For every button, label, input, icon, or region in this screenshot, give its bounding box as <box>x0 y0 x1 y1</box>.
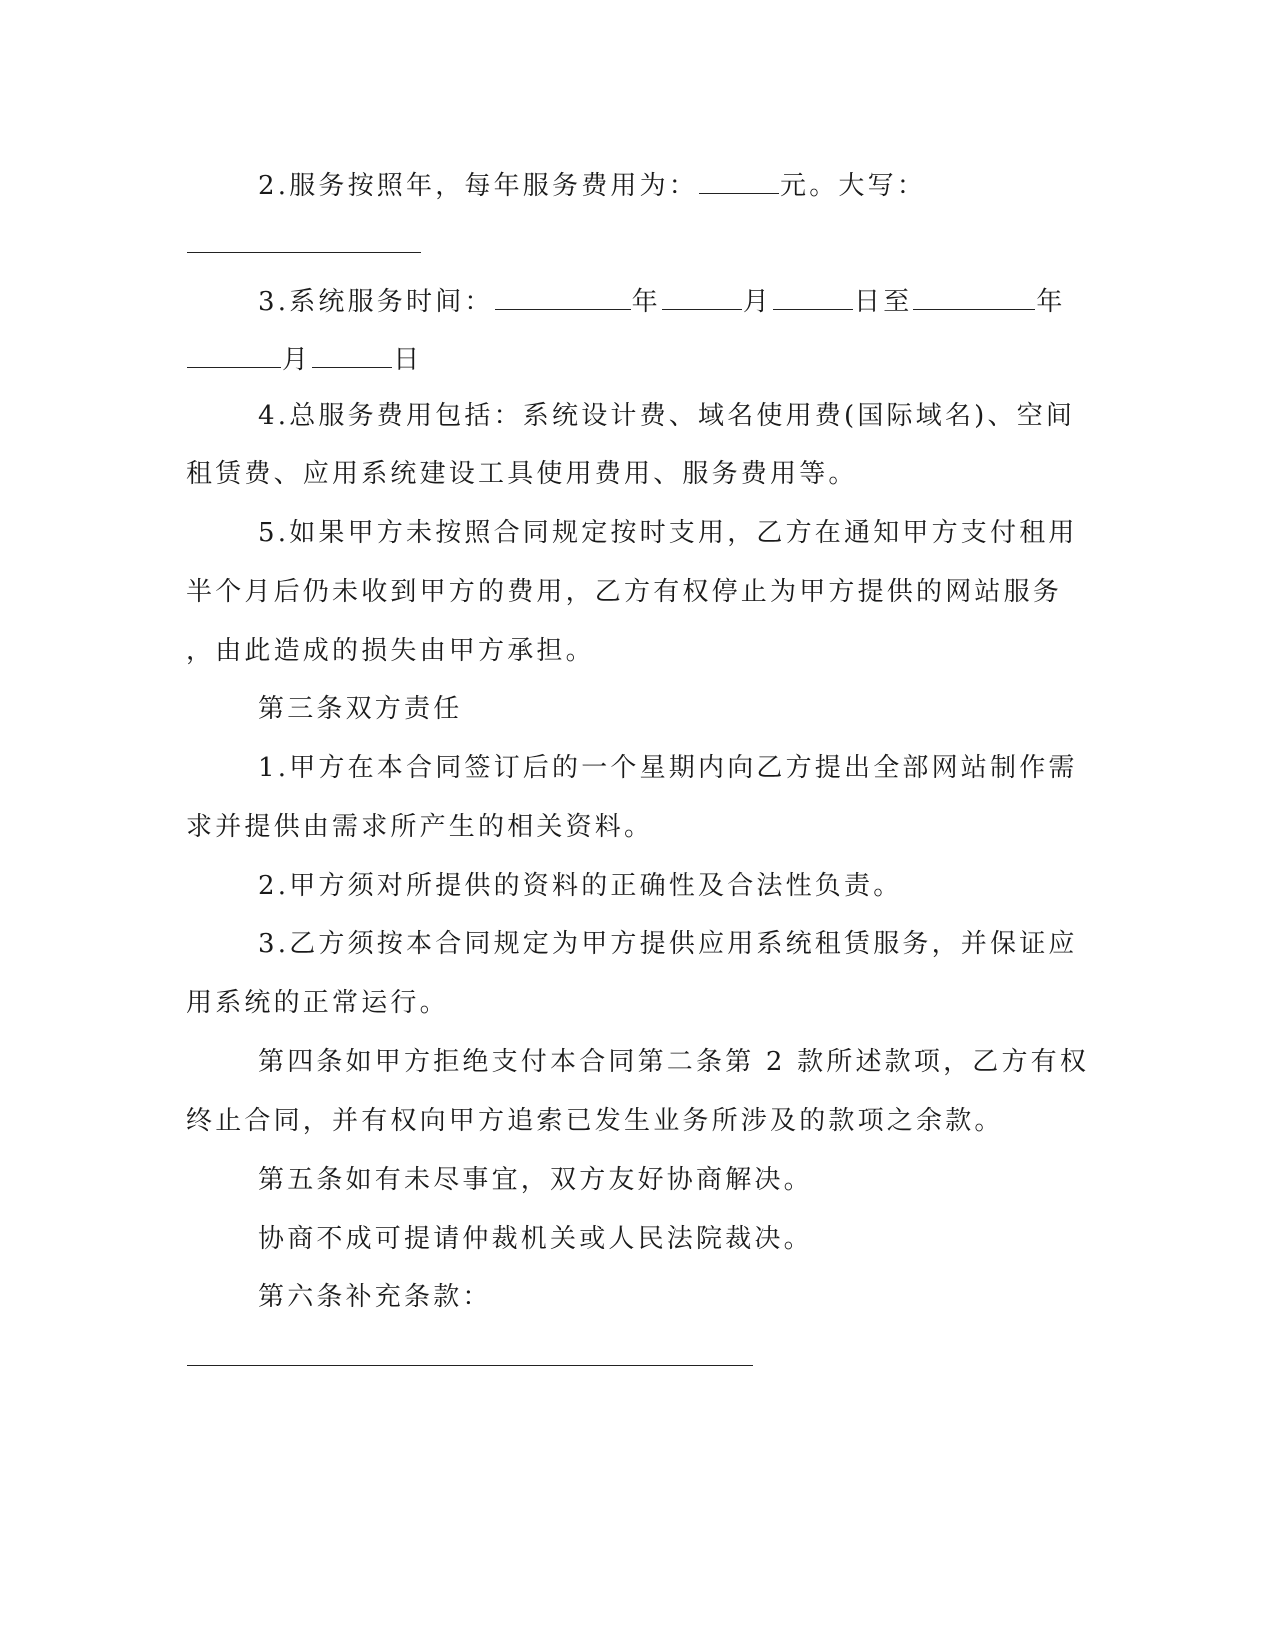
paragraph-party-a-duty-line-1: 1.甲方在本合同签订后的一个星期内向乙方提出全部网站制作需 <box>258 753 1078 783</box>
paragraph-late-payment-line-1: 5.如果甲方未按照合同规定按时支用，乙方在通知甲方支付租用 <box>258 518 1078 548</box>
start-year-blank <box>495 283 631 310</box>
day-label-2: 日 <box>393 345 423 375</box>
end-year-blank <box>913 283 1035 310</box>
start-day-blank <box>773 283 853 310</box>
supplementary-terms-blank <box>187 1339 753 1366</box>
paragraph-fees-include-line-2: 租赁费、应用系统建设工具使用费用、服务费用等。 <box>186 459 858 489</box>
paragraph-party-b-duty-line-1: 3.乙方须按本合同规定为甲方提供应用系统租赁服务，并保证应 <box>258 929 1078 959</box>
paragraph-arbitration: 协商不成可提请仲裁机关或人民法院裁决。 <box>258 1224 813 1254</box>
month-label-2: 月 <box>282 345 312 375</box>
fee-text-2: 元。大写： <box>780 171 927 201</box>
fee-text: 2.服务按照年，每年服务费用为： <box>258 171 699 201</box>
paragraph-late-payment-line-3: ，由此造成的损失由甲方承担。 <box>186 636 595 666</box>
paragraph-article-6: 第六条补充条款： <box>258 1282 492 1312</box>
paragraph-service-time-line-2 <box>186 341 422 377</box>
paragraph-article-4-line-2: 终止合同，并有权向甲方追索已发生业务所涉及的款项之余款。 <box>186 1106 1004 1136</box>
section-heading-article-3: 第三条双方责任 <box>258 694 463 724</box>
paragraph-fee-line-2 <box>186 226 422 262</box>
paragraph-party-a-responsibility: 2.甲方须对所提供的资料的正确性及合法性负责。 <box>258 871 903 901</box>
paragraph-fee-line-1 <box>258 167 926 203</box>
paragraph-party-b-duty-line-2: 用系统的正常运行。 <box>186 988 449 1018</box>
paragraph-article-5: 第五条如有未尽事宜，双方友好协商解决。 <box>258 1165 813 1195</box>
paragraph-late-payment-line-2: 半个月后仍未收到甲方的费用，乙方有权停止为甲方提供的网站服务 <box>186 577 1063 607</box>
month-label: 月 <box>742 287 773 317</box>
fee-uppercase-blank <box>187 226 421 253</box>
service-time-text: 3.系统服务时间： <box>258 287 494 317</box>
day-to-label: 日至 <box>854 287 913 317</box>
paragraph-fees-include-line-1: 4.总服务费用包括：系统设计费、域名使用费(国际域名)、空间 <box>258 401 1076 431</box>
fee-amount-blank <box>699 167 779 194</box>
paragraph-article-4-line-1: 第四条如甲方拒绝支付本合同第二条第 2 款所述款项，乙方有权 <box>258 1047 1090 1077</box>
year-label-2: 年 <box>1036 287 1066 317</box>
paragraph-service-time-line-1 <box>258 283 1066 319</box>
end-day-blank <box>312 341 392 368</box>
start-month-blank <box>662 283 742 310</box>
supplementary-terms-line <box>186 1339 754 1375</box>
paragraph-party-a-duty-line-2: 求并提供由需求所产生的相关资料。 <box>186 812 654 842</box>
end-month-blank <box>187 341 281 368</box>
year-label: 年 <box>631 287 661 317</box>
